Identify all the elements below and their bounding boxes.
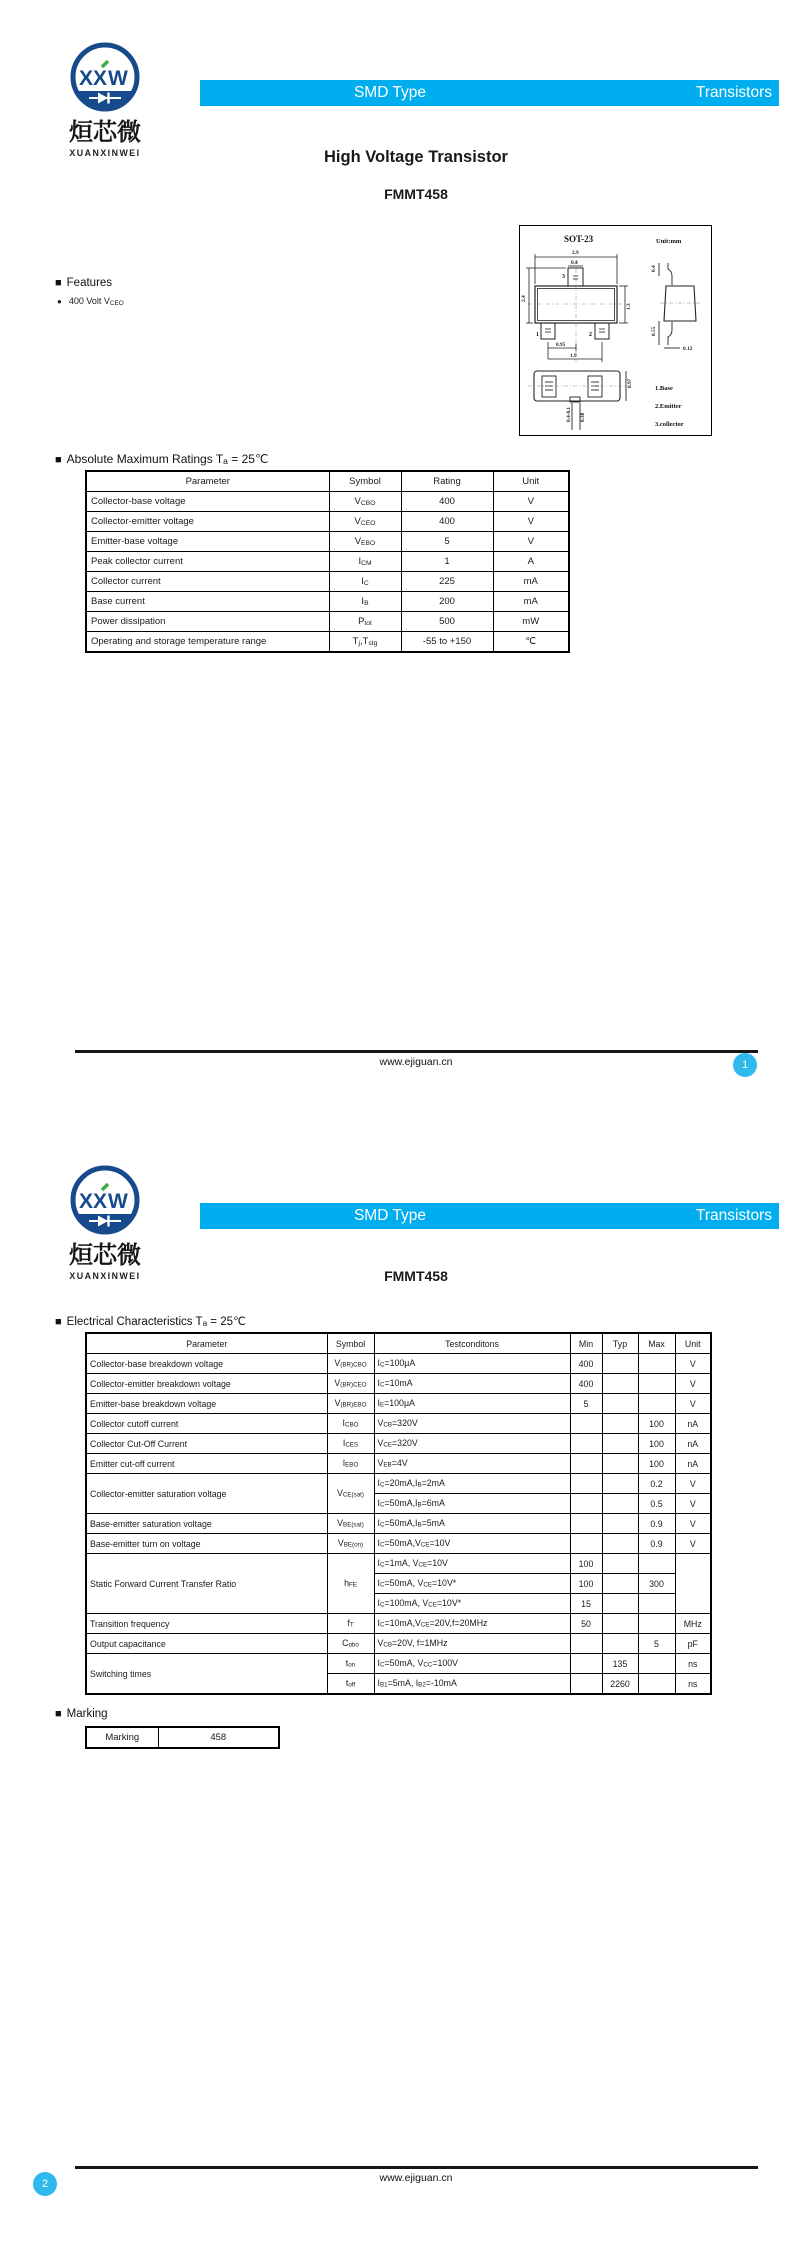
table-cell [602, 1534, 638, 1554]
table-cell: Operating and storage temperature range [86, 632, 329, 653]
table-cell: VCB=20V, f=1MHz [374, 1634, 570, 1654]
table-cell [570, 1474, 602, 1494]
table-cell: Base current [86, 592, 329, 612]
banner-right-label: Transistors [695, 84, 772, 101]
svg-text:3: 3 [562, 274, 565, 280]
table-cell: 500 [401, 612, 493, 632]
section-square-icon: ■ [55, 454, 62, 466]
table-cell [602, 1494, 638, 1514]
table-cell: V [675, 1354, 711, 1374]
table-cell: ICBO [327, 1414, 374, 1434]
column-header: Parameter [86, 1333, 327, 1354]
table-row [86, 1634, 711, 1654]
table-cell: 1 [401, 552, 493, 572]
svg-text:2.9: 2.9 [572, 250, 579, 256]
svg-text:1.9: 1.9 [570, 353, 577, 359]
footer-rule [75, 1050, 758, 1053]
column-header: Symbol [329, 471, 401, 492]
svg-text:2: 2 [589, 332, 592, 338]
table-cell: VCBO [329, 492, 401, 512]
table-cell: Emitter cut-off current [86, 1454, 327, 1474]
table-cell: IC=1mA, VCE=10V [374, 1554, 570, 1574]
table-cell: Collector Cut-Off Current [86, 1434, 327, 1454]
table-cell [570, 1514, 602, 1534]
table-cell: 200 [401, 592, 493, 612]
table-cell: V [493, 532, 569, 552]
table-row [86, 1514, 711, 1534]
svg-text:1: 1 [536, 332, 539, 338]
table-cell: ICM [329, 552, 401, 572]
table-cell: V(BR)CEO [327, 1374, 374, 1394]
table-cell: 15 [570, 1594, 602, 1614]
table-cell: 300 [638, 1574, 675, 1594]
document-title: High Voltage Transistor [324, 148, 508, 166]
table-cell: 400 [401, 512, 493, 532]
table-cell: ton [327, 1654, 374, 1674]
logo-icon [66, 40, 144, 114]
table-cell [602, 1374, 638, 1394]
table-cell [570, 1654, 602, 1674]
column-header: Max [638, 1333, 675, 1354]
table-cell: IC=100μA [374, 1354, 570, 1374]
table-cell: Emitter-base voltage [86, 532, 329, 552]
table-cell: Power dissipation [86, 612, 329, 632]
feature-item: ● 400 Volt VCEO [57, 296, 124, 307]
table-cell: VEBO [329, 532, 401, 552]
table-cell: V [675, 1474, 711, 1494]
table-cell: Collector-emitter voltage [86, 512, 329, 532]
table-row [86, 1354, 711, 1374]
section-square-icon: ■ [55, 1316, 62, 1328]
svg-text:0.12: 0.12 [683, 346, 693, 352]
table-cell: 5 [401, 532, 493, 552]
svg-text:1.Base: 1.Base [655, 385, 673, 392]
svg-text:W: W [108, 67, 128, 90]
table-cell: 5 [638, 1634, 675, 1654]
table-cell: Base-emitter saturation voltage [86, 1514, 327, 1534]
table-cell [602, 1554, 638, 1574]
table-cell: Collector-base breakdown voltage [86, 1354, 327, 1374]
svg-text:0.55: 0.55 [651, 326, 657, 336]
table-cell: V [493, 492, 569, 512]
table-cell: IEBO [327, 1454, 374, 1474]
package-front-view [528, 371, 626, 430]
column-header: Parameter [86, 471, 329, 492]
table-cell [638, 1594, 675, 1614]
table-cell [638, 1674, 675, 1695]
table-cell: Emitter-base breakdown voltage [86, 1394, 327, 1414]
table-row [86, 532, 569, 552]
table-row [86, 1727, 279, 1748]
table-cell: V [675, 1534, 711, 1554]
bullet-icon: ● [57, 296, 62, 306]
table-row [86, 1374, 711, 1394]
table-cell: Marking [86, 1727, 158, 1748]
table-row [86, 1534, 711, 1554]
banner-left-label: SMD Type [353, 84, 427, 101]
company-logo [64, 40, 146, 158]
svg-text:0.4: 0.4 [571, 260, 578, 266]
table-cell: V [675, 1374, 711, 1394]
svg-text:W: W [108, 1190, 128, 1213]
table-cell: IB [329, 592, 401, 612]
table-cell [570, 1414, 602, 1434]
table-cell: IC=100mA, VCE=10V* [374, 1594, 570, 1614]
table-cell: nA [675, 1454, 711, 1474]
table-cell: ℃ [493, 632, 569, 653]
table-cell [638, 1374, 675, 1394]
marking-heading: ■ Marking [55, 1708, 108, 1720]
table-cell: Base-emitter turn on voltage [86, 1534, 327, 1554]
table-cell: nA [675, 1434, 711, 1454]
table-cell [638, 1614, 675, 1634]
table-row [86, 1454, 711, 1474]
table-cell [602, 1434, 638, 1454]
table-cell: Ptot [329, 612, 401, 632]
page-number-badge: 2 [33, 2172, 57, 2196]
table-row [86, 1614, 711, 1634]
table-cell: 50 [570, 1614, 602, 1634]
table-cell: 458 [158, 1727, 279, 1748]
table-cell: 100 [638, 1454, 675, 1474]
table-cell: V [675, 1514, 711, 1534]
table-cell [602, 1614, 638, 1634]
table-cell: IB1=5mA, IB2=-10mA [374, 1674, 570, 1695]
table-cell [638, 1554, 675, 1574]
package-diagram [519, 225, 712, 436]
table-cell: IC=50mA, VCE=10V* [374, 1574, 570, 1594]
marking-table [85, 1726, 280, 1749]
table-cell: Peak collector current [86, 552, 329, 572]
table-cell: IC=50mA,IB=6mA [374, 1494, 570, 1514]
table-cell: VCE=320V [374, 1434, 570, 1454]
table-row [86, 1414, 711, 1434]
table-cell [602, 1394, 638, 1414]
table-cell: VCE(sat) [327, 1474, 374, 1514]
package-name: SOT-23 [564, 234, 594, 244]
header-banner [200, 80, 779, 106]
part-number: FMMT458 [384, 186, 448, 202]
table-cell [675, 1554, 711, 1614]
table-cell [602, 1594, 638, 1614]
table-cell: 100 [570, 1574, 602, 1594]
table-cell: IC [329, 572, 401, 592]
table-cell: mA [493, 572, 569, 592]
electrical-characteristics-heading: ■ Electrical Characteristics Ta = 25℃ [55, 1316, 246, 1328]
table-cell: VCEO [329, 512, 401, 532]
svg-text:0.95: 0.95 [556, 342, 566, 348]
table-cell [638, 1354, 675, 1374]
table-cell [602, 1474, 638, 1494]
package-top-view [526, 254, 628, 362]
column-header: Typ [602, 1333, 638, 1354]
table-cell [570, 1494, 602, 1514]
svg-text:X: X [79, 67, 94, 90]
table-cell: 0.5 [638, 1494, 675, 1514]
banner-left-label: SMD Type [353, 1207, 427, 1224]
table-cell: pF [675, 1634, 711, 1654]
abs-max-ratings-heading: ■ Absolute Maximum Ratings Ta = 25℃ [55, 452, 269, 467]
svg-text:0.4: 0.4 [651, 265, 657, 272]
table-cell: nA [675, 1414, 711, 1434]
svg-text:X: X [93, 67, 108, 90]
footer-rule [75, 2166, 758, 2169]
part-number: FMMT458 [384, 1268, 448, 1284]
logo-english-name: XUANXINWEI [69, 1270, 141, 1281]
table-cell [638, 1394, 675, 1414]
package-side-view [659, 263, 702, 348]
table-cell: 400 [401, 492, 493, 512]
table-cell: 5 [570, 1394, 602, 1414]
table-cell [638, 1654, 675, 1674]
column-header: Testconditons [374, 1333, 570, 1354]
table-cell: 0.9 [638, 1534, 675, 1554]
table-cell [570, 1674, 602, 1695]
table-cell: toff [327, 1674, 374, 1695]
table-cell [602, 1354, 638, 1374]
footer-url: www.ejiguan.cn [379, 1056, 453, 1068]
svg-text:2.4: 2.4 [521, 295, 527, 302]
table-cell: ns [675, 1654, 711, 1674]
features-heading: ■ Features [55, 277, 113, 289]
table-cell: Tj,Tstg [329, 632, 401, 653]
table-cell: IC=50mA,VCE=10V [374, 1534, 570, 1554]
table-cell: IE=100μA [374, 1394, 570, 1414]
table-cell: 400 [570, 1354, 602, 1374]
svg-text:X: X [79, 1190, 94, 1213]
table-cell [602, 1574, 638, 1594]
table-cell: VCB=320V [374, 1414, 570, 1434]
table-cell: V [675, 1494, 711, 1514]
table-cell: VBE(sat) [327, 1514, 374, 1534]
logo-chinese-name: 烜芯微 [69, 119, 141, 146]
package-pin-legend [655, 385, 684, 428]
svg-text:2.Emitter: 2.Emitter [655, 403, 682, 410]
banner-right-label: Transistors [695, 1207, 772, 1224]
table-cell: -55 to +150 [401, 632, 493, 653]
table-cell: mW [493, 612, 569, 632]
table-cell: ns [675, 1674, 711, 1695]
table-row [86, 492, 569, 512]
table-cell: IC=50mA, VCC=100V [374, 1654, 570, 1674]
table-cell: V(BR)EBO [327, 1394, 374, 1414]
table-cell: Transition frequency [86, 1614, 327, 1634]
table-cell: Collector cutoff current [86, 1414, 327, 1434]
table-cell: Cobo [327, 1634, 374, 1654]
svg-text:0.38: 0.38 [580, 412, 586, 422]
table-cell: fT [327, 1614, 374, 1634]
table-row [86, 512, 569, 532]
table-row [86, 632, 569, 653]
table-cell [570, 1434, 602, 1454]
page-number-badge: 1 [733, 1053, 757, 1077]
table-row [86, 1474, 711, 1494]
table-cell: VBE(on) [327, 1534, 374, 1554]
column-header: Symbol [327, 1333, 374, 1354]
table-cell: V [675, 1394, 711, 1414]
svg-text:0.4-0.1: 0.4-0.1 [566, 406, 572, 422]
table-cell [570, 1454, 602, 1474]
table-cell: 400 [570, 1374, 602, 1394]
svg-text:X: X [93, 1190, 108, 1213]
package-unit: Unit:mm [656, 238, 682, 245]
table-cell [602, 1454, 638, 1474]
column-header: Min [570, 1333, 602, 1354]
header-banner [200, 1203, 779, 1229]
table-cell [570, 1634, 602, 1654]
table-row [86, 572, 569, 592]
svg-text:3.collector: 3.collector [655, 421, 684, 428]
table-row [86, 1394, 711, 1414]
table-cell: 135 [602, 1654, 638, 1674]
table-cell: IC=20mA,IB=2mA [374, 1474, 570, 1494]
svg-text:0.97: 0.97 [627, 378, 633, 388]
table-cell: VEB=4V [374, 1454, 570, 1474]
table-cell: V(BR)CBO [327, 1354, 374, 1374]
table-row [86, 552, 569, 572]
table-cell: 100 [638, 1434, 675, 1454]
table-cell: hFE [327, 1554, 374, 1614]
table-row [86, 592, 569, 612]
table-cell: Switching times [86, 1654, 327, 1695]
table-cell: V [493, 512, 569, 532]
table-cell: 0.9 [638, 1514, 675, 1534]
footer-url: www.ejiguan.cn [379, 2172, 453, 2184]
table-row [86, 1554, 711, 1574]
table-cell: 225 [401, 572, 493, 592]
table-cell [602, 1514, 638, 1534]
table-cell [570, 1534, 602, 1554]
logo-icon [66, 1163, 144, 1237]
table-cell: Collector-emitter saturation voltage [86, 1474, 327, 1514]
column-header: Unit [493, 471, 569, 492]
table-cell: IC=10mA,VCE=20V,f=20MHz [374, 1614, 570, 1634]
table-cell: 2260 [602, 1674, 638, 1695]
section-square-icon: ■ [55, 1708, 62, 1720]
table-cell: MHz [675, 1614, 711, 1634]
table-cell: 100 [570, 1554, 602, 1574]
table-cell: Collector-emitter breakdown voltage [86, 1374, 327, 1394]
section-square-icon: ■ [55, 277, 62, 289]
table-cell: Static Forward Current Transfer Ratio [86, 1554, 327, 1614]
table-cell: Collector current [86, 572, 329, 592]
table-row [86, 612, 569, 632]
svg-text:1.3: 1.3 [626, 303, 632, 310]
table-cell: Collector-base voltage [86, 492, 329, 512]
electrical-characteristics-table [85, 1332, 712, 1695]
table-cell: 100 [638, 1414, 675, 1434]
table-row [86, 1654, 711, 1674]
table-cell: mA [493, 592, 569, 612]
column-header: Rating [401, 471, 493, 492]
column-header: Unit [675, 1333, 711, 1354]
table-cell [602, 1414, 638, 1434]
logo-chinese-name: 烜芯微 [69, 1242, 141, 1269]
table-cell: Output capacitance [86, 1634, 327, 1654]
table-cell: ICES [327, 1434, 374, 1454]
table-row [86, 1434, 711, 1454]
table-cell: IC=10mA [374, 1374, 570, 1394]
table-cell [602, 1634, 638, 1654]
company-logo [64, 1163, 146, 1281]
table-cell: IC=50mA,IB=5mA [374, 1514, 570, 1534]
table-cell: 0.2 [638, 1474, 675, 1494]
table-cell: A [493, 552, 569, 572]
absolute-maximum-ratings-table [85, 470, 570, 653]
logo-english-name: XUANXINWEI [69, 147, 141, 158]
